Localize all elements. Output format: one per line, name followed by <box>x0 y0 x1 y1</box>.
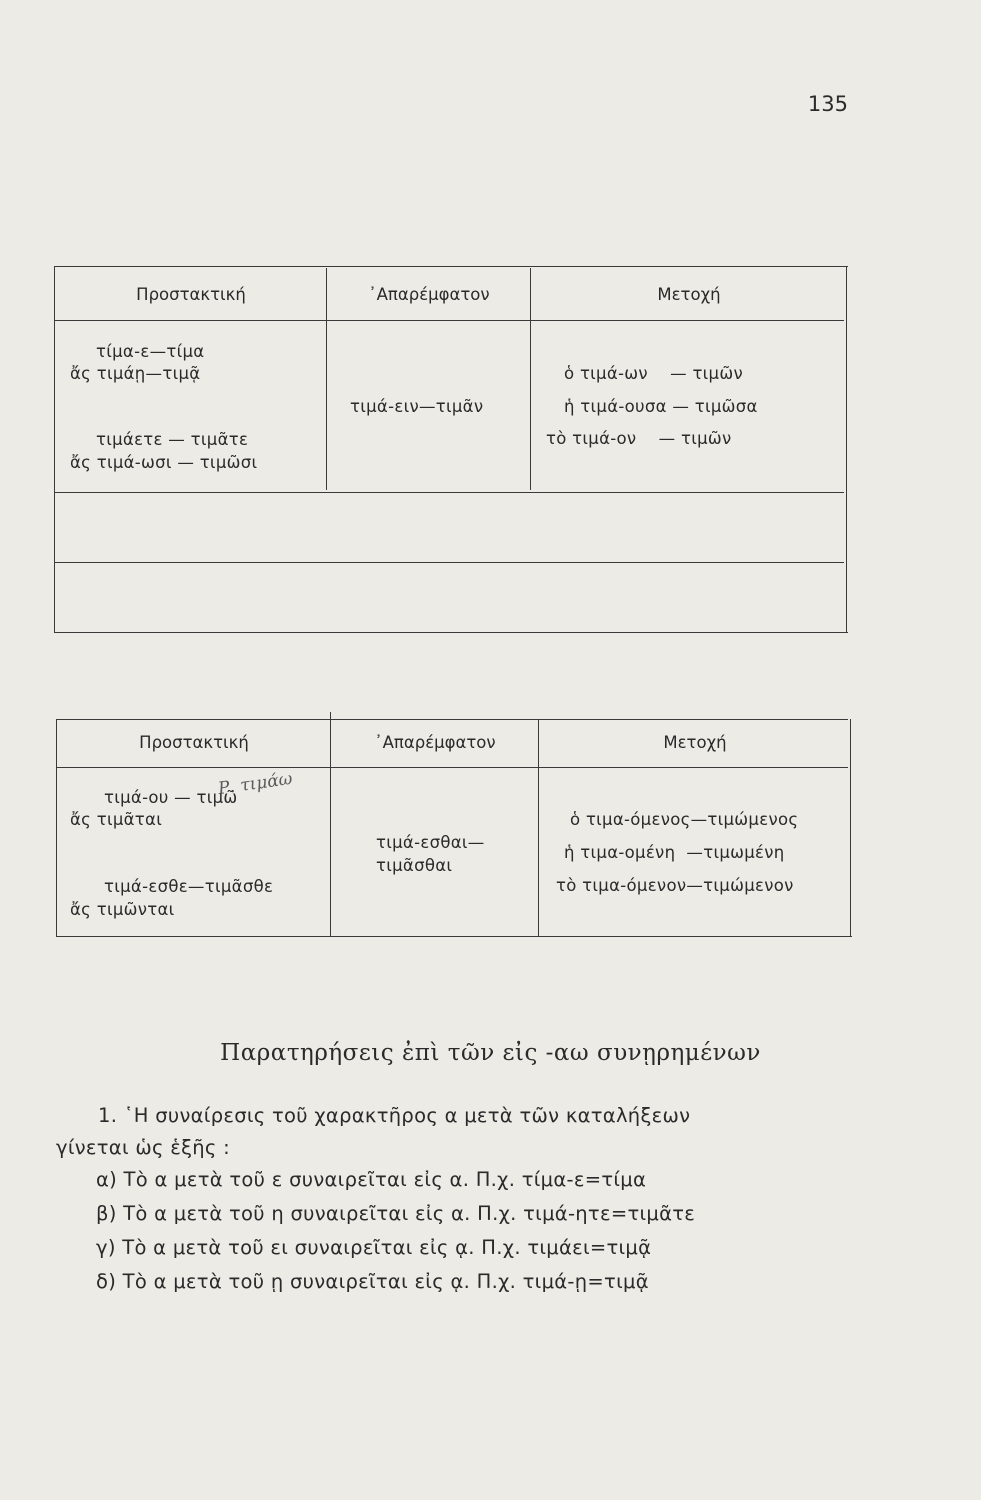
table2-header-participle: Μετοχή <box>663 733 727 752</box>
table2-imperative-line: τιμά-ου — τιμῶ <box>104 788 238 807</box>
table1-imperative-line: τίμα-ε—τίμα <box>96 342 205 361</box>
table1-infinitive: τιμά-ειν—τιμᾶν <box>350 397 484 416</box>
table2-participle-line: ἡ τιμα-ομένη —τιμωμένη <box>564 843 785 862</box>
table2-header-infinitive: ᾿Απαρέμφατον <box>374 733 496 752</box>
table2-imperative-line: τιμά-εσθε—τιμᾶσθε <box>104 877 274 896</box>
table2-participle-line: τὸ τιμα-όμενον—τιμώμενον <box>556 876 794 895</box>
table2-participle-line: ὁ τιμα-όμενος—τιμώμενος <box>570 810 799 829</box>
page-number: 135 <box>807 92 848 116</box>
table1-header-participle: Μετοχή <box>657 285 721 304</box>
rule-item-a: α) Τὸ α μετὰ τοῦ ε συναιρεῖται εἰς α. Π.χ. τίμα-ε=τίμα <box>96 1168 647 1191</box>
rule-item-c: γ) Τὸ α μετὰ τοῦ ει συναιρεῖται εἰς ᾳ. Π.χ. τιμάει=τιμᾷ <box>96 1236 652 1259</box>
table1-imperative-line: ἄς τιμά-ωσι — τιμῶσι <box>70 453 258 472</box>
table1-header-imperative: Προστακτική <box>136 285 246 304</box>
table2-infinitive-line: τιμά-εσθαι— <box>376 833 485 852</box>
handwritten-note: Ρ. τιμάω <box>216 768 294 800</box>
paragraph-line: γίνεται ὡς ἑξῆς : <box>56 1136 231 1159</box>
section-title: Παρατηρήσεις ἐπὶ τῶν εἰς -αω συνῃρημένων <box>220 1040 761 1066</box>
table2-infinitive-line: τιμᾶσθαι <box>376 856 453 875</box>
rule-item-d: δ) Τὸ α μετὰ τοῦ ῃ συναιρεῖται εἰς ᾳ. Π.χ. τιμά-ῃ=τιμᾷ <box>96 1270 649 1293</box>
table1-participle-line: ὁ τιμά-ων — τιμῶν <box>564 364 743 383</box>
table2-imperative-line: ἄς τιμᾶται <box>70 810 163 829</box>
table2-imperative-line: ἄς τιμῶνται <box>70 900 175 919</box>
rule-item-b: β) Τὸ α μετὰ τοῦ η συναιρεῖται εἰς α. Π.χ. τιμά-ητε=τιμᾶτε <box>96 1202 696 1225</box>
table1-imperative-line: ἄς τιμάῃ—τιμᾷ <box>70 364 201 383</box>
table1-header-infinitive: ᾿Απαρέμφατον <box>368 285 490 304</box>
table1-participle-line: ἡ τιμά-ουσα — τιμῶσα <box>564 397 758 416</box>
table2-header-imperative: Προστακτική <box>139 733 249 752</box>
table1-imperative-line: τιμάετε — τιμᾶτε <box>96 430 249 449</box>
paragraph-line: 1. ῾Η συναίρεσις τοῦ χαρακτῆρος α μετὰ τῶν καταλήξεων <box>98 1104 691 1127</box>
table1-participle-line: τὸ τιμά-ον — τιμῶν <box>546 429 732 448</box>
